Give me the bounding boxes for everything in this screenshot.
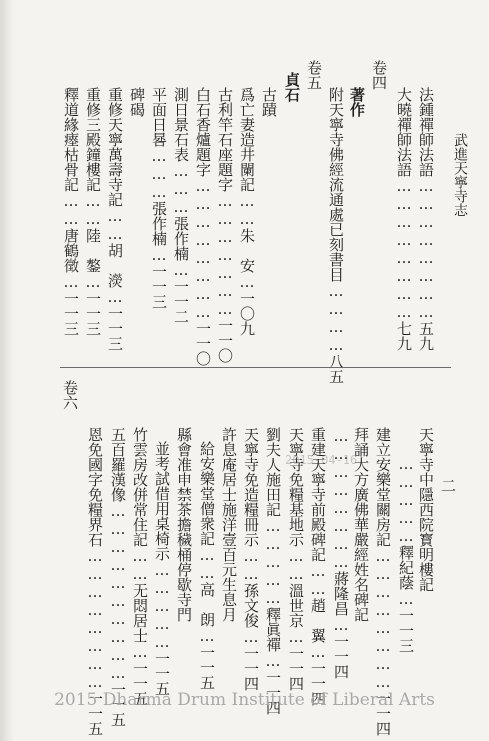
page-number: 二 — [439, 478, 457, 493]
toc-entry: 釋道緣瘞枯骨記……唐鶴徵…一一三 — [62, 87, 80, 336]
section-heading: 貞石 — [283, 72, 301, 102]
section-divider — [60, 367, 451, 368]
toc-entry: 古利竿石座題字…………………一一〇 — [216, 87, 234, 363]
running-head: 武進天寧寺志 — [452, 133, 468, 217]
juan-heading: 卷六 — [61, 380, 79, 410]
juan-heading: 卷五 — [305, 60, 323, 90]
toc-entry: 附天寧寺佛經流通處已刻書目…………八五 — [327, 87, 345, 384]
toc-entry: 天寧寺免造糧冊示……孫文俊…一一四 — [242, 427, 260, 691]
subsection-heading: 碑碣 — [128, 87, 146, 117]
toc-entry: 測日景石表………張作楠…一一二 — [172, 87, 190, 324]
toc-entry: 竹雲房改併常住記……无悶居士…一一五 — [131, 427, 149, 706]
toc-entry: ……………………蔣隆昌…一一四 — [332, 427, 350, 679]
toc-entry: 重建天寧寺前殿碑記……趙 翼…一一四 — [309, 427, 327, 706]
toc-entry: 法鍾禪師法語……………………五九 — [417, 87, 435, 351]
toc-entry-title: 拜誦大方廣佛華嚴經姓名碑記 — [352, 427, 370, 622]
watermark: 2015 Dharma Drum Institute of Liberal Arts — [54, 690, 435, 710]
toc-entry: 平面日晷………張作楠…一一三 — [150, 87, 168, 309]
toc-entry-title: 許息庵居士施洋壹百元生息月 — [220, 427, 238, 622]
toc-entry: 五百羅漢像…………………………一一五 — [109, 427, 127, 727]
toc-entry: ……………釋紀蔭…一一三 — [397, 455, 415, 653]
toc-entry: 劉夫人施田記……………釋眞禪…一一四 — [264, 427, 282, 715]
toc-entry-title: 天寧寺中隱西院寳明樓記 — [417, 427, 435, 592]
subsection-heading: 古蹟 — [260, 87, 278, 117]
toc-entry: 恩免國字免糧界石……………………一一五 — [86, 427, 104, 736]
page-gutter-shadow — [0, 0, 14, 741]
juan-heading: 卷四 — [370, 60, 388, 90]
toc-entry: 並考試借用桌椅示……………一一五 — [153, 441, 171, 696]
toc-entry: 給安樂堂僧衆記……高 朗…一一五 — [198, 441, 216, 690]
toc-entry: 大曉禪師法語……………………七九 — [395, 87, 413, 351]
toc-entry: 白石香爐題字……………………一一〇 — [194, 87, 212, 366]
section-heading: 著作 — [348, 87, 366, 117]
toc-entry: 重修三殿鐘樓記……陸 鏊…一一三 — [84, 87, 102, 336]
toc-entry: 爲亡妻造井闌記……朱 安…一〇九 — [238, 87, 256, 336]
toc-entry: 重修天寧萬壽寺記……胡 濙…一一三 — [106, 87, 124, 351]
toc-entry: 建立安樂堂關房記……………………一一四 — [374, 427, 392, 736]
toc-entry: 天寧寺免糧基地示……溫世京…一一四 — [287, 427, 305, 691]
date-stamp: 2015-04-16 — [285, 453, 358, 467]
toc-entry-title: 縣會准申禁茶擔穢桶停歇寺門 — [175, 427, 193, 622]
